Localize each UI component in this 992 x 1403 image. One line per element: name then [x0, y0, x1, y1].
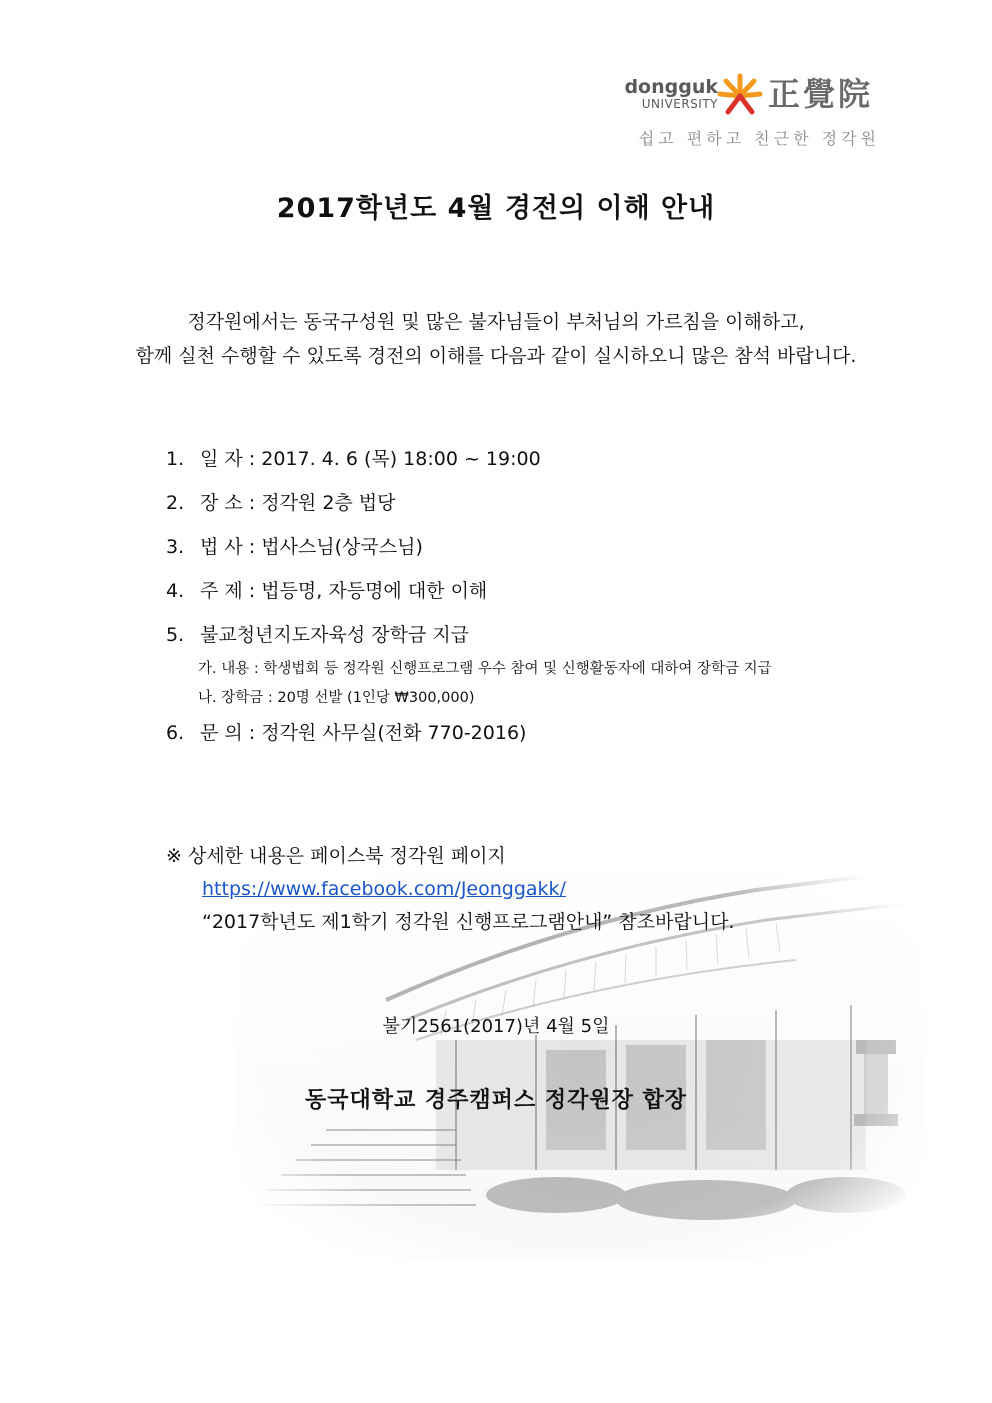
intro-line-2: 함께 실천 수행할 수 있도록 경전의 이해를 다음과 같이 실시하오니 많은 참석 바랍니다. [135, 345, 857, 367]
logo-line2: UNIVERSITY [641, 97, 718, 111]
list-item-number: 3. [166, 536, 185, 558]
info-list [166, 444, 926, 762]
list-item-number: 1. [166, 448, 185, 470]
note-line-3: “2017학년도 제1학기 정각원 신행프로그램안내” 참조바랍니다. [202, 911, 735, 933]
logo-slogan: 쉽고 편하고 친근한 정각원 [638, 129, 880, 148]
list-item-place [166, 488, 926, 532]
list-item-text: 법 사 : 법사스님(상국스님) [200, 536, 423, 558]
list-item-number: 4. [166, 580, 185, 602]
lotus-mark-icon [716, 72, 764, 120]
sub-item-amount: 나. 장학금 : 20명 선발 (1인당 ₩300,000) [198, 690, 475, 706]
note-block [166, 840, 886, 939]
list-item-number: 6. [166, 722, 185, 744]
intro-paragraph [40, 305, 952, 373]
list-item-number: 5. [166, 624, 185, 646]
page-title: 2017학년도 4월 경전의 이해 안내 [276, 193, 716, 224]
note-line-1: ※ 상세한 내용은 페이스북 정각원 페이지 [166, 845, 506, 867]
list-item-text: 주 제 : 법등명, 자등명에 대한 이해 [200, 580, 488, 602]
signature: 동국대학교 경주캠퍼스 정각원장 합장 [304, 1088, 687, 1113]
list-item-text: 일 자 : 2017. 4. 6 (목) 18:00 ~ 19:00 [200, 448, 541, 470]
list-item-text: 불교청년지도자육성 장학금 지급 [200, 624, 470, 646]
logo-text-en [622, 78, 718, 112]
list-item-speaker [166, 532, 926, 576]
facebook-link[interactable]: https://www.facebook.com/Jeonggakk/ [202, 878, 566, 900]
logo [622, 72, 892, 152]
issue-date: 불기2561(2017)년 4월 5일 [382, 1016, 610, 1037]
list-item-date [166, 444, 926, 488]
list-item-text: 문 의 : 정각원 사무실(전화 770-2016) [200, 722, 527, 744]
list-item-text: 장 소 : 정각원 2층 법당 [200, 492, 396, 514]
sub-item-content: 가. 내용 : 학생법회 등 정각원 신행프로그램 우수 참여 및 신행활동자에 대하여 장학금 지급 [198, 661, 772, 677]
list-item-contact [166, 718, 926, 762]
logo-line1: dongguk [624, 76, 718, 98]
intro-line-1: 정각원에서는 동국구성원 및 많은 불자님들이 부처님의 가르침을 이해하고, [187, 311, 805, 333]
list-item-topic [166, 576, 926, 620]
logo-hanja: 正覺院 [768, 75, 874, 113]
list-item-number: 2. [166, 492, 185, 514]
